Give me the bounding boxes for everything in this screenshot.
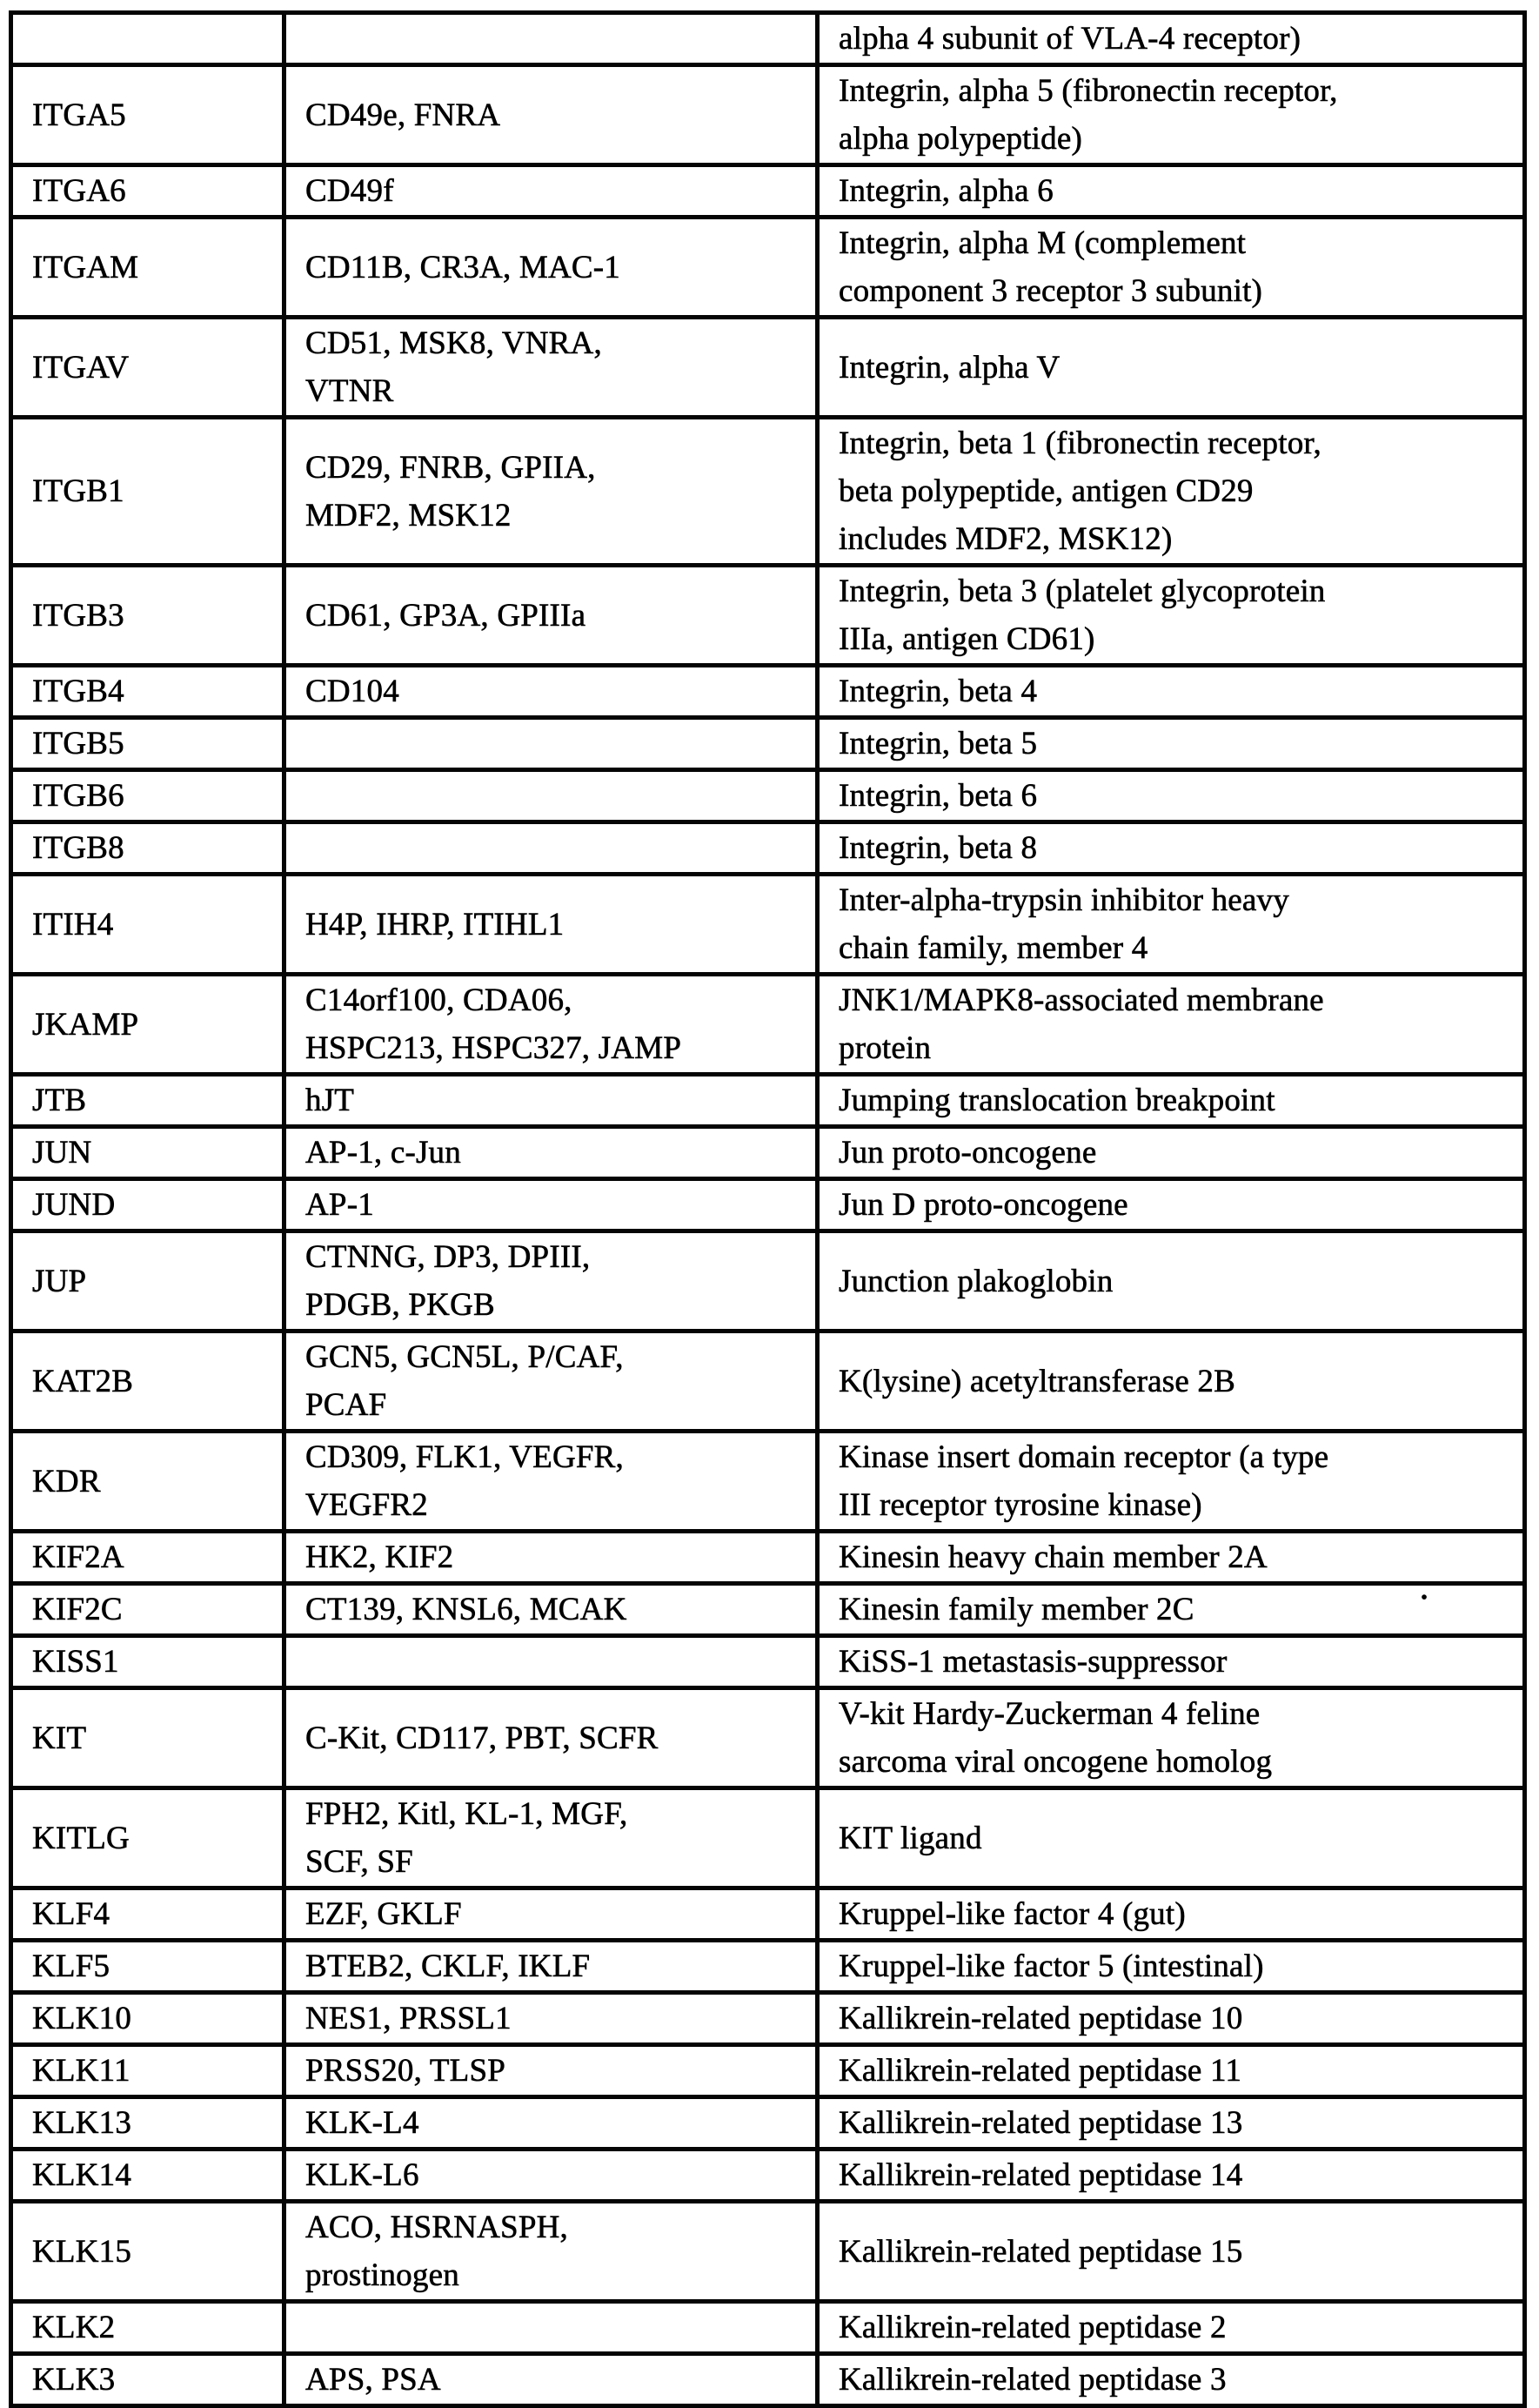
gene-description-cell: Kallikrein-related peptidase 14 xyxy=(818,2150,1525,2202)
gene-aliases-cell: CD49e, FNRA xyxy=(284,65,818,165)
gene-symbol-cell: KLK13 xyxy=(11,2097,284,2150)
gene-aliases-cell: CD309, FLK1, VEGFR, VEGFR2 xyxy=(284,1432,818,1532)
gene-table-body xyxy=(11,13,1525,2406)
scan-speck: . xyxy=(1420,1567,1429,1606)
table-row xyxy=(11,1993,1525,2045)
gene-aliases-cell: APS, PSA xyxy=(284,2354,818,2406)
gene-symbol-cell: KLK11 xyxy=(11,2045,284,2097)
table-row xyxy=(11,2202,1525,2302)
gene-description-cell: Jumping translocation breakpoint xyxy=(818,1075,1525,1127)
table-row xyxy=(11,1179,1525,1231)
table-row xyxy=(11,1584,1525,1636)
table-row xyxy=(11,975,1525,1075)
table-row xyxy=(11,718,1525,770)
gene-description-cell: Integrin, alpha M (complement component 3 receptor 3 subunit) xyxy=(818,218,1525,318)
gene-symbol-cell: KITLG xyxy=(11,1788,284,1888)
gene-aliases-cell: GCN5, GCN5L, P/CAF, PCAF xyxy=(284,1331,818,1432)
gene-description-cell: Kruppel-like factor 5 (intestinal) xyxy=(818,1941,1525,1993)
table-row xyxy=(11,218,1525,318)
gene-aliases-cell: CD61, GP3A, GPIIIa xyxy=(284,566,818,666)
gene-aliases-cell: NES1, PRSSL1 xyxy=(284,1993,818,2045)
gene-description-cell: Jun proto-oncogene xyxy=(818,1127,1525,1179)
gene-symbol-cell: KLK15 xyxy=(11,2202,284,2302)
gene-symbol-cell: KDR xyxy=(11,1432,284,1532)
table-row xyxy=(11,822,1525,875)
table-row xyxy=(11,1636,1525,1688)
gene-aliases-cell: AP-1 xyxy=(284,1179,818,1231)
table-row xyxy=(11,1532,1525,1584)
gene-symbol-cell: ITGAV xyxy=(11,318,284,418)
gene-symbol-cell: ITGB4 xyxy=(11,666,284,718)
gene-description-cell: Kallikrein-related peptidase 13 xyxy=(818,2097,1525,2150)
gene-symbol-cell xyxy=(11,13,284,65)
gene-description-cell: Integrin, alpha 5 (fibronectin receptor, alpha polypeptide) xyxy=(818,65,1525,165)
gene-aliases-cell: C-Kit, CD117, PBT, SCFR xyxy=(284,1688,818,1788)
table-row xyxy=(11,1688,1525,1788)
table-row xyxy=(11,2097,1525,2150)
gene-symbol-cell: KLF5 xyxy=(11,1941,284,1993)
gene-aliases-cell: hJT xyxy=(284,1075,818,1127)
gene-symbol-cell: ITGA5 xyxy=(11,65,284,165)
gene-description-cell: Kallikrein-related peptidase 3 xyxy=(818,2354,1525,2406)
table-row xyxy=(11,165,1525,218)
gene-aliases-cell: CTNNG, DP3, DPIII, PDGB, PKGB xyxy=(284,1231,818,1331)
gene-table xyxy=(9,10,1527,2408)
gene-symbol-cell: KLK14 xyxy=(11,2150,284,2202)
gene-aliases-cell: CT139, KNSL6, MCAK xyxy=(284,1584,818,1636)
gene-aliases-cell: ACO, HSRNASPH, prostinogen xyxy=(284,2202,818,2302)
gene-aliases-cell: KLK-L6 xyxy=(284,2150,818,2202)
table-row xyxy=(11,770,1525,822)
gene-symbol-cell: KLK2 xyxy=(11,2302,284,2354)
gene-symbol-cell: ITGB6 xyxy=(11,770,284,822)
table-row xyxy=(11,13,1525,65)
gene-aliases-cell xyxy=(284,718,818,770)
gene-description-cell: Integrin, beta 8 xyxy=(818,822,1525,875)
gene-aliases-cell: CD51, MSK8, VNRA, VTNR xyxy=(284,318,818,418)
gene-description-cell: Jun D proto-oncogene xyxy=(818,1179,1525,1231)
gene-description-cell: JNK1/MAPK8-associated membrane protein xyxy=(818,975,1525,1075)
gene-symbol-cell: JUN xyxy=(11,1127,284,1179)
gene-description-cell: Inter-alpha-trypsin inhibitor heavy chain family, member 4 xyxy=(818,875,1525,975)
gene-symbol-cell: JTB xyxy=(11,1075,284,1127)
gene-description-cell: Kinesin heavy chain member 2A xyxy=(818,1532,1525,1584)
gene-symbol-cell: JUP xyxy=(11,1231,284,1331)
gene-aliases-cell: FPH2, Kitl, KL-1, MGF, SCF, SF xyxy=(284,1788,818,1888)
gene-aliases-cell: CD49f xyxy=(284,165,818,218)
table-row xyxy=(11,566,1525,666)
gene-symbol-cell: KISS1 xyxy=(11,1636,284,1688)
gene-description-cell: K(lysine) acetyltransferase 2B xyxy=(818,1331,1525,1432)
gene-aliases-cell: PRSS20, TLSP xyxy=(284,2045,818,2097)
table-row xyxy=(11,418,1525,566)
gene-symbol-cell: JUND xyxy=(11,1179,284,1231)
gene-aliases-cell: H4P, IHRP, ITIHL1 xyxy=(284,875,818,975)
gene-aliases-cell: KLK-L4 xyxy=(284,2097,818,2150)
gene-description-cell: Integrin, beta 6 xyxy=(818,770,1525,822)
gene-aliases-cell xyxy=(284,2302,818,2354)
gene-symbol-cell: JKAMP xyxy=(11,975,284,1075)
gene-symbol-cell: KIF2C xyxy=(11,1584,284,1636)
table-row xyxy=(11,318,1525,418)
gene-description-cell: Kallikrein-related peptidase 10 xyxy=(818,1993,1525,2045)
gene-symbol-cell: KLF4 xyxy=(11,1888,284,1941)
gene-aliases-cell: C14orf100, CDA06, HSPC213, HSPC327, JAMP xyxy=(284,975,818,1075)
gene-description-cell: Kruppel-like factor 4 (gut) xyxy=(818,1888,1525,1941)
table-row xyxy=(11,65,1525,165)
gene-symbol-cell: ITGB8 xyxy=(11,822,284,875)
gene-symbol-cell: ITIH4 xyxy=(11,875,284,975)
gene-description-cell: Junction plakoglobin xyxy=(818,1231,1525,1331)
gene-aliases-cell xyxy=(284,1636,818,1688)
table-row xyxy=(11,2302,1525,2354)
gene-description-cell: Kinesin family member 2C xyxy=(818,1584,1525,1636)
gene-symbol-cell: ITGA6 xyxy=(11,165,284,218)
gene-symbol-cell: KLK3 xyxy=(11,2354,284,2406)
table-row xyxy=(11,666,1525,718)
table-row xyxy=(11,1788,1525,1888)
gene-aliases-cell xyxy=(284,770,818,822)
gene-aliases-cell: CD11B, CR3A, MAC-1 xyxy=(284,218,818,318)
gene-symbol-cell: KIT xyxy=(11,1688,284,1788)
gene-description-cell: Integrin, beta 3 (platelet glycoprotein IIIa, antigen CD61) xyxy=(818,566,1525,666)
table-row xyxy=(11,1127,1525,1179)
gene-description-cell: alpha 4 subunit of VLA-4 receptor) xyxy=(818,13,1525,65)
gene-aliases-cell: CD104 xyxy=(284,666,818,718)
gene-aliases-cell: CD29, FNRB, GPIIA, MDF2, MSK12 xyxy=(284,418,818,566)
gene-symbol-cell: KLK10 xyxy=(11,1993,284,2045)
gene-description-cell: Integrin, alpha V xyxy=(818,318,1525,418)
gene-aliases-cell xyxy=(284,822,818,875)
table-row xyxy=(11,2354,1525,2406)
gene-symbol-cell: ITGB5 xyxy=(11,718,284,770)
gene-symbol-cell: KIF2A xyxy=(11,1532,284,1584)
gene-description-cell: Kinase insert domain receptor (a type III receptor tyrosine kinase) xyxy=(818,1432,1525,1532)
table-row xyxy=(11,1075,1525,1127)
gene-aliases-cell: BTEB2, CKLF, IKLF xyxy=(284,1941,818,1993)
gene-symbol-cell: ITGB1 xyxy=(11,418,284,566)
gene-description-cell: V-kit Hardy-Zuckerman 4 feline sarcoma viral oncogene homolog xyxy=(818,1688,1525,1788)
gene-aliases-cell: HK2, KIF2 xyxy=(284,1532,818,1584)
table-row xyxy=(11,2150,1525,2202)
table-row xyxy=(11,1888,1525,1941)
gene-description-cell: KiSS-1 metastasis-suppressor xyxy=(818,1636,1525,1688)
gene-description-cell: Kallikrein-related peptidase 2 xyxy=(818,2302,1525,2354)
gene-aliases-cell xyxy=(284,13,818,65)
table-row xyxy=(11,1432,1525,1532)
gene-description-cell: Integrin, beta 1 (fibronectin receptor, beta polypeptide, antigen CD29 includes MDF2, MSK12) xyxy=(818,418,1525,566)
gene-description-cell: Kallikrein-related peptidase 15 xyxy=(818,2202,1525,2302)
gene-symbol-cell: KAT2B xyxy=(11,1331,284,1432)
gene-symbol-cell: ITGAM xyxy=(11,218,284,318)
table-row xyxy=(11,1231,1525,1331)
table-row xyxy=(11,1941,1525,1993)
table-row xyxy=(11,875,1525,975)
gene-description-cell: Integrin, alpha 6 xyxy=(818,165,1525,218)
table-row xyxy=(11,1331,1525,1432)
gene-description-cell: Kallikrein-related peptidase 11 xyxy=(818,2045,1525,2097)
gene-symbol-cell: ITGB3 xyxy=(11,566,284,666)
gene-aliases-cell: AP-1, c-Jun xyxy=(284,1127,818,1179)
gene-aliases-cell: EZF, GKLF xyxy=(284,1888,818,1941)
gene-description-cell: KIT ligand xyxy=(818,1788,1525,1888)
table-row xyxy=(11,2045,1525,2097)
gene-description-cell: Integrin, beta 4 xyxy=(818,666,1525,718)
gene-description-cell: Integrin, beta 5 xyxy=(818,718,1525,770)
